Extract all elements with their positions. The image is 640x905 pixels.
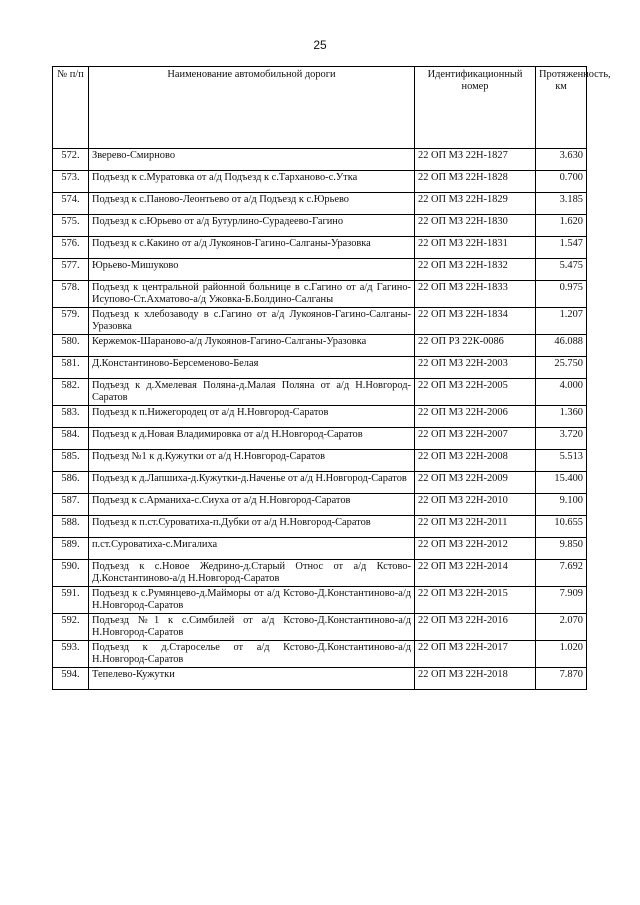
row-number: 586. xyxy=(53,472,89,494)
row-number: 584. xyxy=(53,428,89,450)
road-length: 7.909 xyxy=(536,587,587,614)
road-name: Подъезд к п.ст.Суроватиха-п.Дубки от а/д Н.Новгород-Саратов xyxy=(89,516,415,538)
road-name: Юрьево-Мишуково xyxy=(89,259,415,281)
road-length: 5.513 xyxy=(536,450,587,472)
row-number: 573. xyxy=(53,171,89,193)
table-row xyxy=(53,149,587,171)
road-length: 10.655 xyxy=(536,516,587,538)
road-length: 2.070 xyxy=(536,614,587,641)
road-name: Подъезд к п.Нижегородец от а/д Н.Новгород-Саратов xyxy=(89,406,415,428)
row-number: 585. xyxy=(53,450,89,472)
road-id: 22 ОП МЗ 22Н-2006 xyxy=(415,406,536,428)
road-id: 22 ОП МЗ 22Н-2014 xyxy=(415,560,536,587)
road-id: 22 ОП МЗ 22Н-2005 xyxy=(415,379,536,406)
road-length: 0.700 xyxy=(536,171,587,193)
road-length: 1.207 xyxy=(536,308,587,335)
road-name: Д.Константиново-Берсеменово-Белая xyxy=(89,357,415,379)
table-row xyxy=(53,406,587,428)
road-id: 22 ОП МЗ 22Н-2015 xyxy=(415,587,536,614)
row-number: 593. xyxy=(53,641,89,668)
road-id: 22 ОП МЗ 22Н-1834 xyxy=(415,308,536,335)
road-length: 9.100 xyxy=(536,494,587,516)
table-row xyxy=(53,428,587,450)
road-length: 3.720 xyxy=(536,428,587,450)
road-length: 9.850 xyxy=(536,538,587,560)
row-number: 583. xyxy=(53,406,89,428)
road-id: 22 ОП МЗ 22Н-2008 xyxy=(415,450,536,472)
road-name: Подъезд к хлебозаводу в с.Гагино от а/д Лукоянов-Гагино-Салганы-Уразовка xyxy=(89,308,415,335)
road-name: Тепелево-Кужутки xyxy=(89,668,415,690)
table-row xyxy=(53,614,587,641)
road-id: 22 ОП МЗ 22Н-2003 xyxy=(415,357,536,379)
row-number: 594. xyxy=(53,668,89,690)
table-row xyxy=(53,450,587,472)
table-row xyxy=(53,494,587,516)
row-number: 577. xyxy=(53,259,89,281)
road-length: 1.360 xyxy=(536,406,587,428)
road-name: Подъезд к с.Какино от а/д Лукоянов-Гагино-Салганы-Уразовка xyxy=(89,237,415,259)
table-row xyxy=(53,538,587,560)
road-length: 3.630 xyxy=(536,149,587,171)
road-id: 22 ОП МЗ 22Н-1827 xyxy=(415,149,536,171)
row-number: 578. xyxy=(53,281,89,308)
table-row xyxy=(53,171,587,193)
row-number: 587. xyxy=(53,494,89,516)
road-id: 22 ОП МЗ 22Н-1829 xyxy=(415,193,536,215)
road-length: 4.000 xyxy=(536,379,587,406)
row-number: 582. xyxy=(53,379,89,406)
row-number: 591. xyxy=(53,587,89,614)
road-id: 22 ОП РЗ 22К-0086 xyxy=(415,335,536,357)
road-id: 22 ОП МЗ 22Н-1830 xyxy=(415,215,536,237)
road-id: 22 ОП МЗ 22Н-1832 xyxy=(415,259,536,281)
road-length: 1.620 xyxy=(536,215,587,237)
header-length: Протяженность, км xyxy=(536,67,587,149)
table-row xyxy=(53,193,587,215)
road-length: 46.088 xyxy=(536,335,587,357)
road-name: Подъезд №1 к с.Симбилей от а/д Кстово-Д.Константиново-а/д Н.Новгород-Саратов xyxy=(89,614,415,641)
road-id: 22 ОП МЗ 22Н-1831 xyxy=(415,237,536,259)
row-number: 581. xyxy=(53,357,89,379)
road-name: Зверево-Смирново xyxy=(89,149,415,171)
road-id: 22 ОП МЗ 22Н-2018 xyxy=(415,668,536,690)
table-row xyxy=(53,587,587,614)
road-name: Подъезд к с.Паново-Леонтьево от а/д Подъезд к с.Юрьево xyxy=(89,193,415,215)
row-number: 574. xyxy=(53,193,89,215)
header-identification-number: Идентификационный номер xyxy=(415,67,536,149)
road-id: 22 ОП МЗ 22Н-2011 xyxy=(415,516,536,538)
table-row xyxy=(53,215,587,237)
road-length: 5.475 xyxy=(536,259,587,281)
row-number: 572. xyxy=(53,149,89,171)
road-id: 22 ОП МЗ 22Н-1828 xyxy=(415,171,536,193)
table-row xyxy=(53,516,587,538)
road-name: Подъезд к с.Румянцево-д.Майморы от а/д Кстово-Д.Константиново-а/д Н.Новгород-Саратов xyxy=(89,587,415,614)
row-number: 588. xyxy=(53,516,89,538)
road-name: п.ст.Суроватиха-с.Мигалиха xyxy=(89,538,415,560)
road-length: 25.750 xyxy=(536,357,587,379)
road-length: 1.020 xyxy=(536,641,587,668)
road-name: Подъезд к с.Новое Жедрино-д.Старый Относ от а/д Кстово-Д.Константиново-а/д Н.Новгород-Саратов xyxy=(89,560,415,587)
table-row xyxy=(53,281,587,308)
table-row xyxy=(53,379,587,406)
table-header xyxy=(53,67,611,149)
table-row xyxy=(53,472,587,494)
road-id: 22 ОП МЗ 22Н-2016 xyxy=(415,614,536,641)
table-row xyxy=(53,357,587,379)
road-name: Подъезд к с.Юрьево от а/д Бутурлино-Сурадеево-Гагино xyxy=(89,215,415,237)
road-name: Подъезд к д.Лапшиха-д.Кужутки-д.Наченье от а/д Н.Новгород-Саратов xyxy=(89,472,415,494)
road-length: 7.870 xyxy=(536,668,587,690)
road-id: 22 ОП МЗ 22Н-2012 xyxy=(415,538,536,560)
road-name: Подъезд №1 к д.Кужутки от а/д Н.Новгород-Саратов xyxy=(89,450,415,472)
row-number: 575. xyxy=(53,215,89,237)
table-body xyxy=(53,149,587,690)
road-length: 0.975 xyxy=(536,281,587,308)
road-name: Подъезд к с.Муратовка от а/д Подъезд к с.Тарханово-с.Утка xyxy=(89,171,415,193)
road-name: Подъезд к центральной районной больнице в с.Гагино от а/д Гагино-Исупово-Ст.Ахматово-а/д Ужовка-Б.Болдино-Салганы xyxy=(89,281,415,308)
road-length: 1.547 xyxy=(536,237,587,259)
table-row xyxy=(53,560,587,587)
table-row xyxy=(53,641,587,668)
row-number: 580. xyxy=(53,335,89,357)
road-name: Подъезд к д.Хмелевая Поляна-д.Малая Поляна от а/д Н.Новгород-Саратов xyxy=(89,379,415,406)
row-number: 592. xyxy=(53,614,89,641)
road-length: 15.400 xyxy=(536,472,587,494)
row-number: 590. xyxy=(53,560,89,587)
road-length: 7.692 xyxy=(536,560,587,587)
road-name: Кержемок-Шараново-а/д Лукоянов-Гагино-Салганы-Уразовка xyxy=(89,335,415,357)
road-id: 22 ОП МЗ 22Н-1833 xyxy=(415,281,536,308)
road-id: 22 ОП МЗ 22Н-2017 xyxy=(415,641,536,668)
road-id: 22 ОП МЗ 22Н-2009 xyxy=(415,472,536,494)
table-row xyxy=(53,668,587,690)
road-id: 22 ОП МЗ 22Н-2007 xyxy=(415,428,536,450)
road-id: 22 ОП МЗ 22Н-2010 xyxy=(415,494,536,516)
row-number: 579. xyxy=(53,308,89,335)
page-number: 25 xyxy=(313,38,327,52)
table-row xyxy=(53,237,587,259)
table-row xyxy=(53,335,587,357)
table-row xyxy=(53,259,587,281)
table-row xyxy=(53,308,587,335)
road-length: 3.185 xyxy=(536,193,587,215)
header-number: № п/п xyxy=(53,67,89,149)
road-name: Подъезд к с.Арманиха-с.Сиуха от а/д Н.Новгород-Саратов xyxy=(89,494,415,516)
roads-table xyxy=(52,66,611,690)
header-road-name: Наименование автомобильной дороги xyxy=(89,67,415,149)
row-number: 589. xyxy=(53,538,89,560)
road-name: Подъезд к д.Староселье от а/д Кстово-Д.Константиново-а/д Н.Новгород-Саратов xyxy=(89,641,415,668)
row-number: 576. xyxy=(53,237,89,259)
road-name: Подъезд к д.Новая Владимировка от а/д Н.Новгород-Саратов xyxy=(89,428,415,450)
